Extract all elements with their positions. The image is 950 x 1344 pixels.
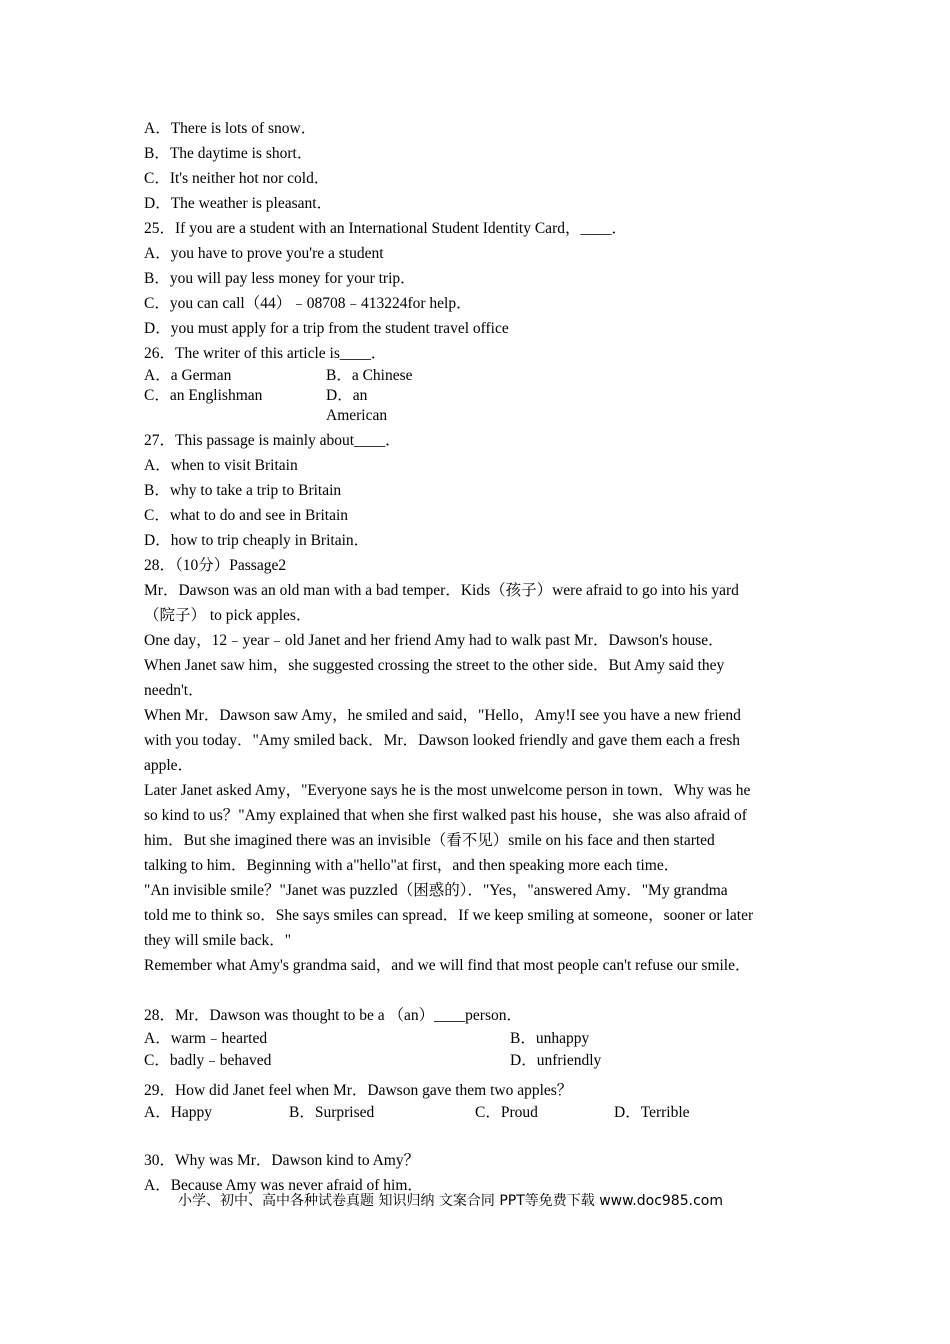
q28-option-b: B．unhappy [510, 1030, 590, 1047]
passage-line: talking to him．Beginning with a"hello"at first，and then speaking more each time． [144, 857, 680, 874]
q28-stem: 28．Mr．Dawson was thought to be a （an）____person． [144, 1007, 522, 1024]
q26-option-d: D．an [326, 387, 368, 404]
page-content [144, 116, 809, 1198]
passage-line: When Janet saw him，she suggested crossing the street to the other side．But Amy said they [144, 657, 725, 674]
passage-line: When Mr．Dawson saw Amy，he smiled and said，"Hello，Amy!I see you have a new friend [144, 707, 741, 724]
q29-option-a: A．Happy [144, 1104, 213, 1121]
page-footer: 小学、初中、高中各种试卷真题 知识归纳 文案合同 PPT等免费下载 www.doc985.com [178, 1193, 723, 1209]
passage-line: Remember what Amy's grandma said，and we will find that most people can't refuse our smile． [144, 957, 751, 974]
q25-option-d: D．you must apply for a trip from the student travel office [144, 320, 509, 337]
q27-option-d: D．how to trip cheaply in Britain． [144, 532, 370, 549]
passage-line: Mr．Dawson was an old man with a bad temper．Kids（孩子）were afraid to go into his yard [144, 582, 739, 599]
q26-options-row-1 [144, 366, 809, 386]
q30-option-a: A．Because Amy was never afraid of him． [144, 1177, 423, 1194]
q29-stem: 29．How did Janet feel when Mr．Dawson gave them two apples？ [144, 1082, 573, 1099]
q28-options-row-2 [144, 1050, 809, 1072]
q28-options-row-1 [144, 1028, 809, 1050]
passage-line: （院子） to pick apples． [144, 607, 312, 624]
passage-line: so kind to us？"Amy explained that when she first walked past his house，she was also afraid of [144, 807, 747, 824]
q25-option-b: B．you will pay less money for your trip． [144, 270, 416, 287]
q25-option-c: C．you can call（44）﹣08708﹣413224for help． [144, 295, 472, 312]
q28-option-a: A．warm﹣hearted [144, 1030, 268, 1047]
passage-line: "An invisible smile？"Janet was puzzled（困惑的）．"Yes，"answered Amy．"My grandma [144, 882, 728, 899]
q24-option-d: D．The weather is pleasant． [144, 195, 333, 212]
q26-stem: 26．The writer of this article is____． [144, 345, 387, 362]
q27-option-c: C．what to do and see in Britain [144, 507, 349, 524]
q25-stem: 25．If you are a student with an International Student Identity Card，____． [144, 220, 627, 237]
q27-stem: 27．This passage is mainly about____． [144, 432, 401, 449]
passage-line: Later Janet asked Amy，"Everyone says he is the most unwelcome person in town．Why was he [144, 782, 751, 799]
q24-option-b: B．The daytime is short． [144, 145, 313, 162]
passage-line: needn't． [144, 682, 204, 699]
passage-line: him．But she imagined there was an invisible（看不见）smile on his face and then started [144, 832, 715, 849]
passage-line: apple． [144, 757, 194, 774]
q26-options-row-2 [144, 386, 809, 428]
q28-option-c: C．badly﹣behaved [144, 1052, 272, 1069]
passage-line: they will smile back．" [144, 932, 292, 949]
q25-option-a: A．you have to prove you're a student [144, 245, 384, 262]
passage2-heading: 28．（10分）Passage2 [144, 557, 287, 574]
q27-option-a: A．when to visit Britain [144, 457, 298, 474]
passage-line: One day，12﹣year﹣old Janet and her friend Amy had to walk past Mr．Dawson's house． [144, 632, 724, 649]
q26-option-d-continued: American [326, 407, 388, 424]
passage-line: with you today．"Amy smiled back．Mr．Dawson looked friendly and gave them each a fresh [144, 732, 741, 749]
q29-options-row [144, 1103, 809, 1123]
q29-option-b: B．Surprised [289, 1104, 375, 1121]
passage-line: told me to think so．She says smiles can spread．If we keep smiling at someone，sooner or later [144, 907, 754, 924]
q29-option-c: C．Proud [475, 1104, 538, 1121]
spacer [144, 1123, 809, 1148]
q28-option-d: D．unfriendly [510, 1052, 602, 1069]
q26-option-a: A．a German [144, 367, 232, 384]
q30-stem: 30．Why was Mr．Dawson kind to Amy？ [144, 1152, 420, 1169]
q29-option-d: D．Terrible [614, 1104, 690, 1121]
q26-option-b: B．a Chinese [326, 367, 413, 384]
spacer [144, 978, 809, 1003]
q24-option-c: C．It's neither hot nor cold． [144, 170, 330, 187]
q27-option-b: B．why to take a trip to Britain [144, 482, 342, 499]
q24-option-a: A．There is lots of snow． [144, 120, 317, 137]
q26-option-c: C．an Englishman [144, 387, 263, 404]
passage2-body [144, 578, 809, 978]
